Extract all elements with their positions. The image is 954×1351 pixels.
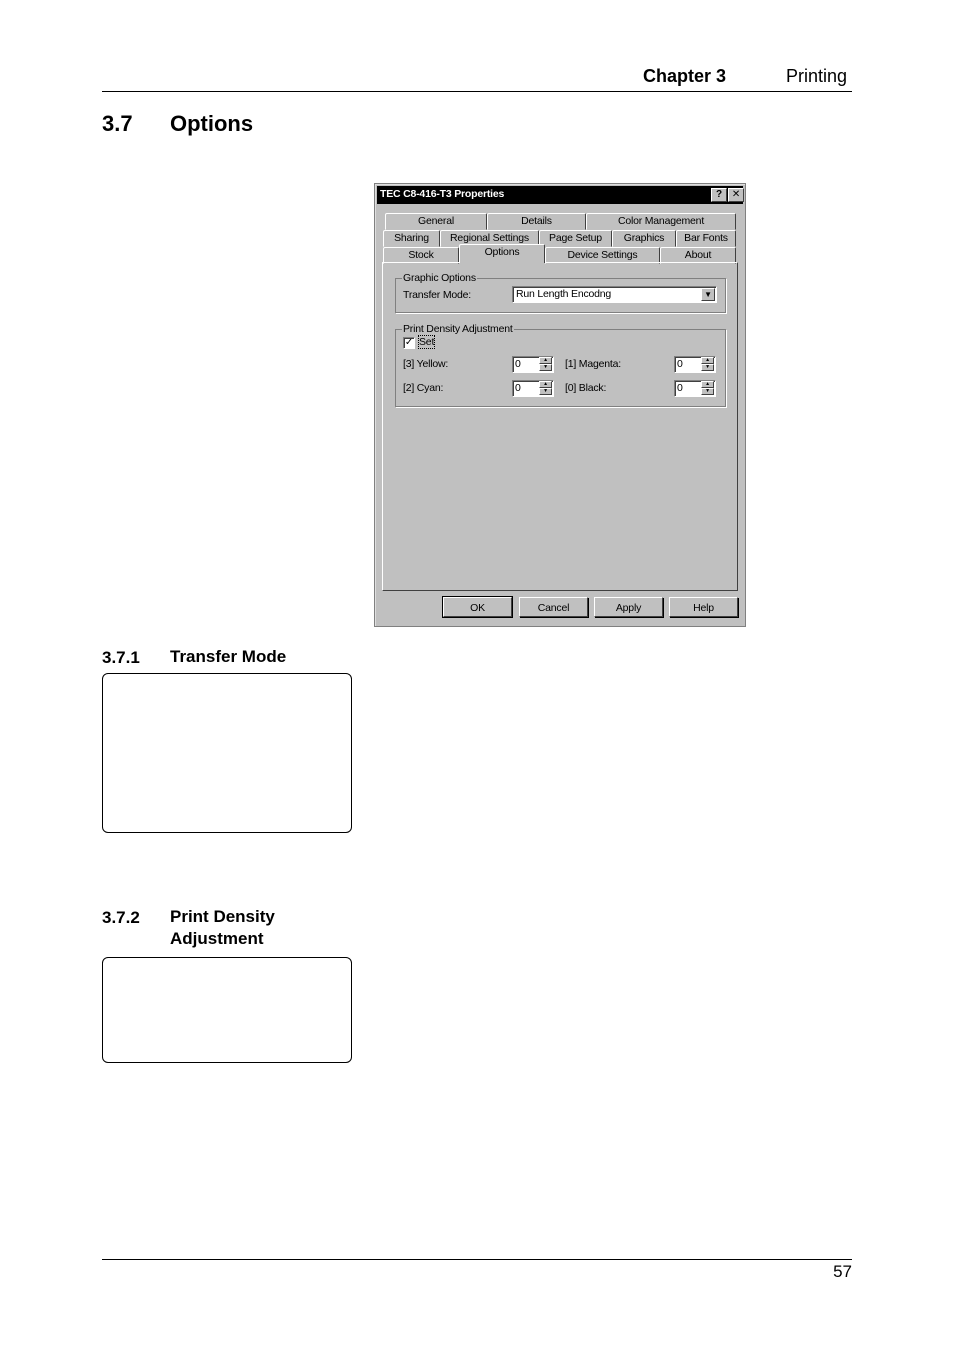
spin-up-icon[interactable]: ▲ [701, 381, 714, 388]
cancel-button[interactable]: Cancel [519, 597, 588, 617]
black-spinner[interactable] [674, 380, 716, 397]
tab-sharing[interactable]: Sharing [383, 230, 440, 247]
subsection-number: 3.7.1 [102, 648, 140, 667]
section-number: 3.7 [102, 111, 133, 136]
dialog-title: TEC C8-416-T3 Properties [380, 188, 505, 200]
transfer-mode-label: Transfer Mode: [403, 289, 472, 301]
tab-general[interactable]: General [385, 213, 487, 230]
subsection-number: 3.7.2 [102, 908, 140, 927]
set-label[interactable]: Set [419, 336, 435, 348]
print-density-legend: Print Density Adjustment [403, 323, 513, 335]
tab-regional-settings[interactable]: Regional Settings [440, 230, 539, 247]
spin-down-icon[interactable]: ▼ [539, 364, 552, 371]
help-button[interactable]: Help [669, 597, 738, 617]
page-number: 57 [833, 1262, 852, 1281]
note-box [102, 957, 352, 1063]
print-density-group [395, 323, 726, 407]
cyan-spinner[interactable] [512, 380, 554, 397]
spin-up-icon[interactable]: ▲ [539, 381, 552, 388]
section-title: Options [170, 111, 254, 136]
transfer-mode-value: Run Length Encodng [516, 288, 612, 300]
graphic-options-legend: Graphic Options [403, 272, 476, 284]
apply-button[interactable]: Apply [594, 597, 663, 617]
chapter-label: Chapter 3 [643, 66, 727, 86]
note-box [102, 673, 352, 833]
chevron-down-icon[interactable]: ▼ [701, 288, 715, 301]
magenta-spinner[interactable] [674, 356, 716, 373]
close-icon[interactable]: ✕ [728, 188, 744, 202]
subsection-title-line1: Print Density [170, 907, 275, 926]
spin-down-icon[interactable]: ▼ [701, 388, 714, 395]
tab-options[interactable]: Options [459, 244, 545, 263]
spin-up-icon[interactable]: ▲ [539, 357, 552, 364]
cyan-value: 0 [515, 382, 521, 394]
tab-details[interactable]: Details [487, 213, 586, 230]
cyan-label: [2] Cyan: [403, 382, 444, 394]
magenta-label: [1] Magenta: [565, 358, 621, 370]
spin-up-icon[interactable]: ▲ [701, 357, 714, 364]
yellow-spinner[interactable] [512, 356, 554, 373]
magenta-value: 0 [677, 358, 683, 370]
footer-rule [102, 1259, 852, 1260]
tab-device-settings[interactable]: Device Settings [545, 247, 660, 264]
yellow-value: 0 [515, 358, 521, 370]
graphic-options-group [395, 272, 726, 313]
black-value: 0 [677, 382, 683, 394]
tab-page-setup[interactable]: Page Setup [539, 230, 612, 247]
subsection-title-line2: Adjustment [170, 929, 264, 948]
chapter-title: Printing [786, 66, 848, 86]
options-panel [382, 262, 738, 591]
transfer-mode-select[interactable] [512, 286, 717, 303]
ok-button[interactable]: OK [443, 597, 512, 617]
set-checkbox[interactable]: ✓ [404, 337, 414, 348]
spin-down-icon[interactable]: ▼ [701, 364, 714, 371]
tab-bar-fonts[interactable]: Bar Fonts [676, 230, 736, 247]
yellow-label: [3] Yellow: [403, 358, 449, 370]
help-icon[interactable]: ? [711, 188, 727, 202]
printer-properties-dialog [374, 183, 746, 627]
subsection-title: Transfer Mode [170, 647, 287, 666]
tab-stock[interactable]: Stock [383, 247, 459, 264]
tab-color-management[interactable]: Color Management [586, 213, 736, 230]
header-rule [102, 91, 852, 92]
tab-about[interactable]: About [660, 247, 736, 264]
tab-graphics[interactable]: Graphics [612, 230, 676, 247]
dialog-titlebar [377, 186, 743, 204]
spin-down-icon[interactable]: ▼ [539, 388, 552, 395]
black-label: [0] Black: [565, 382, 607, 394]
